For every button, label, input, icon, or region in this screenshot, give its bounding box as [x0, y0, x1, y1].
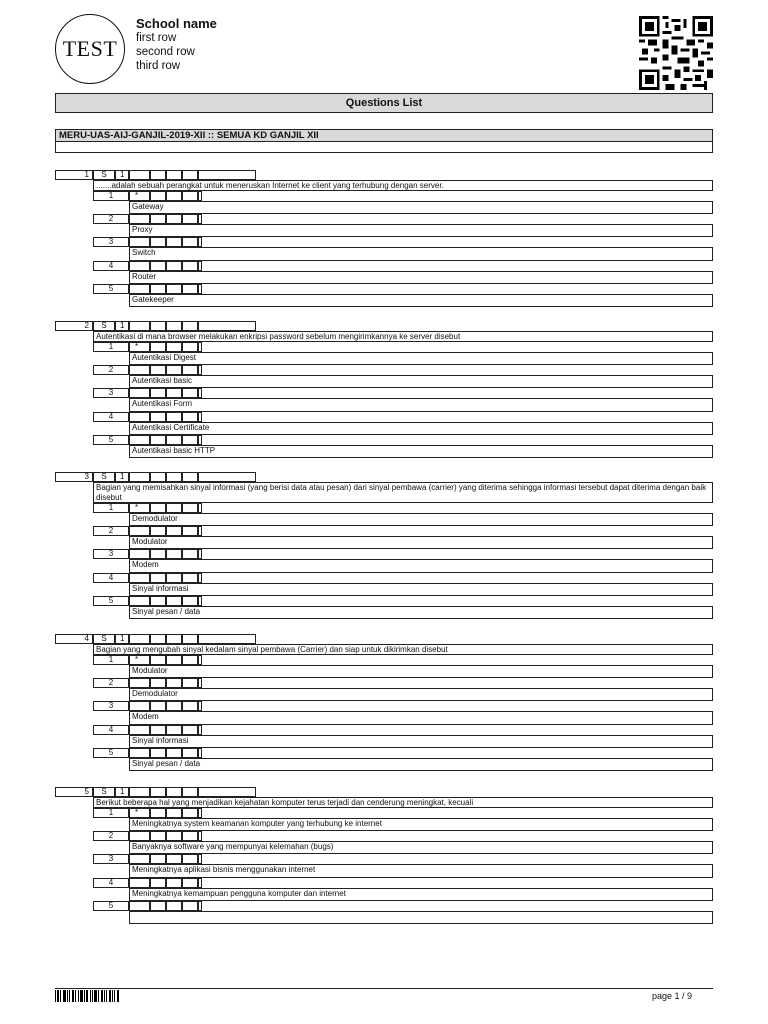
option-meta-cell	[166, 261, 182, 271]
option-meta-cell	[150, 412, 166, 422]
option-meta-cell	[182, 831, 198, 841]
qr-code-icon	[639, 16, 713, 90]
option-meta-cell	[150, 655, 166, 665]
option-text: Demodulator	[129, 688, 713, 701]
option-meta-cell	[166, 701, 182, 711]
option-meta-cell	[182, 526, 198, 536]
option-meta-cell	[150, 831, 166, 841]
question-text: Bagian yang memisahkan sinyal informasi (yang berisi data atau pesan) dari sinyal pembawa (carrier) yang diterima sehingga informasi tersebut dapat diterima dengan baik disebut	[93, 482, 713, 503]
question-meta-cell	[166, 472, 182, 482]
option-meta-cell	[198, 901, 202, 911]
option-meta-cell	[150, 725, 166, 735]
option-text: Autentikasi Digest	[129, 352, 713, 365]
option-answer-mark	[129, 901, 150, 911]
option-meta-cell	[198, 701, 202, 711]
option-answer-mark	[129, 701, 150, 711]
question-weight: 1	[115, 634, 129, 644]
option-answer-mark	[129, 412, 150, 422]
option-meta-cell	[166, 901, 182, 911]
option-text: Proxy	[129, 224, 713, 237]
option-number: 3	[93, 388, 129, 398]
option-number: 2	[93, 678, 129, 688]
question-meta-cell	[198, 787, 256, 797]
option-meta-cell	[182, 191, 198, 201]
option-meta-cell	[198, 342, 202, 352]
question-type: S	[93, 787, 115, 797]
option-meta-cell	[182, 878, 198, 888]
question-type: S	[93, 321, 115, 331]
option-meta-cell	[182, 214, 198, 224]
option-meta-cell	[182, 388, 198, 398]
option-meta-cell	[166, 878, 182, 888]
option-meta-cell	[166, 831, 182, 841]
option-answer-mark: *	[129, 655, 150, 665]
option-text: Router	[129, 271, 713, 284]
option-meta-cell	[182, 412, 198, 422]
option-meta-cell	[198, 878, 202, 888]
option-meta-cell	[198, 503, 202, 513]
option-meta-cell	[182, 435, 198, 445]
question-meta-cell	[129, 321, 150, 331]
option-meta-cell	[166, 342, 182, 352]
option-meta-cell	[166, 284, 182, 294]
option-text: Meningkatnya aplikasi bisnis menggunakan internet	[129, 864, 713, 877]
question-text: .......adalah sebuah perangkat untuk meneruskan Internet ke client yang terhubung dengan server.	[93, 180, 713, 191]
question-number: 4	[55, 634, 93, 644]
question-text: Autentikasi di mana browser melakukan enkripsi password sebelum mengirimkannya ke server disebut	[93, 331, 713, 342]
exam-code: MERU-UAS-AIJ-GANJIL-2019-XII :: SEMUA KD GANJIL XII	[55, 129, 713, 142]
logo-text: TEST	[62, 36, 118, 61]
option-meta-cell	[198, 435, 202, 445]
option-meta-cell	[166, 214, 182, 224]
option-meta-cell	[150, 901, 166, 911]
option-meta-cell	[150, 365, 166, 375]
option-number: 5	[93, 284, 129, 294]
option-meta-cell	[182, 901, 198, 911]
option-text: Autentikasi basic	[129, 375, 713, 388]
option-number: 1	[93, 191, 129, 201]
option-meta-cell	[198, 261, 202, 271]
option-meta-cell	[150, 191, 166, 201]
option-number: 3	[93, 549, 129, 559]
option-meta-cell	[166, 808, 182, 818]
option-meta-cell	[150, 261, 166, 271]
option-answer-mark	[129, 596, 150, 606]
question-meta-cell	[150, 321, 166, 331]
school-row-3: third row	[136, 60, 181, 72]
option-meta-cell	[150, 549, 166, 559]
option-meta-cell	[150, 237, 166, 247]
question-number: 5	[55, 787, 93, 797]
option-answer-mark	[129, 854, 150, 864]
option-text: Banyaknya software yang mempunyai kelemahan (bugs)	[129, 841, 713, 854]
option-meta-cell	[150, 388, 166, 398]
option-answer-mark: *	[129, 808, 150, 818]
option-meta-cell	[198, 237, 202, 247]
option-number: 4	[93, 725, 129, 735]
option-meta-cell	[182, 678, 198, 688]
option-meta-cell	[150, 596, 166, 606]
question-meta-cell	[182, 787, 198, 797]
option-answer-mark	[129, 237, 150, 247]
option-meta-cell	[150, 878, 166, 888]
barcode-icon	[55, 990, 119, 1002]
option-meta-cell	[166, 678, 182, 688]
option-answer-mark	[129, 435, 150, 445]
question-meta-cell	[182, 472, 198, 482]
option-number: 4	[93, 573, 129, 583]
option-meta-cell	[166, 191, 182, 201]
option-meta-cell	[166, 365, 182, 375]
option-number: 1	[93, 655, 129, 665]
option-meta-cell	[150, 526, 166, 536]
option-answer-mark: *	[129, 342, 150, 352]
option-number: 4	[93, 261, 129, 271]
option-meta-cell	[198, 412, 202, 422]
option-text: Modulator	[129, 536, 713, 549]
question-type: S	[93, 472, 115, 482]
option-answer-mark	[129, 678, 150, 688]
option-number: 3	[93, 854, 129, 864]
option-answer-mark	[129, 365, 150, 375]
question-meta-cell	[150, 787, 166, 797]
option-meta-cell	[198, 596, 202, 606]
question-weight: 1	[115, 321, 129, 331]
document-title: Questions List	[55, 93, 713, 113]
option-number: 3	[93, 237, 129, 247]
option-meta-cell	[166, 549, 182, 559]
question-meta-cell	[198, 321, 256, 331]
option-text: Sinyal informasi	[129, 583, 713, 596]
option-meta-cell	[182, 365, 198, 375]
school-row-2: second row	[136, 46, 195, 58]
option-meta-cell	[150, 342, 166, 352]
option-number: 1	[93, 503, 129, 513]
option-number: 5	[93, 901, 129, 911]
question-meta-cell	[129, 170, 150, 180]
option-meta-cell	[150, 854, 166, 864]
option-meta-cell	[166, 526, 182, 536]
question-number: 2	[55, 321, 93, 331]
option-meta-cell	[198, 725, 202, 735]
option-meta-cell	[150, 503, 166, 513]
question-type: S	[93, 170, 115, 180]
question-meta-cell	[150, 634, 166, 644]
school-name: School name	[136, 16, 217, 31]
question-meta-cell	[198, 634, 256, 644]
option-text: Modulator	[129, 665, 713, 678]
option-meta-cell	[150, 214, 166, 224]
option-text: Sinyal pesan / data	[129, 606, 713, 619]
question-weight: 1	[115, 472, 129, 482]
option-meta-cell	[198, 655, 202, 665]
option-meta-cell	[166, 854, 182, 864]
option-answer-mark: *	[129, 191, 150, 201]
option-answer-mark	[129, 549, 150, 559]
option-meta-cell	[182, 655, 198, 665]
option-number: 2	[93, 214, 129, 224]
option-meta-cell	[182, 237, 198, 247]
question-meta-cell	[129, 787, 150, 797]
option-meta-cell	[166, 725, 182, 735]
option-meta-cell	[150, 435, 166, 445]
exam-subheader-row	[55, 142, 713, 153]
question-number: 3	[55, 472, 93, 482]
question-number: 1	[55, 170, 93, 180]
option-meta-cell	[182, 808, 198, 818]
option-meta-cell	[182, 854, 198, 864]
option-answer-mark	[129, 831, 150, 841]
option-meta-cell	[198, 678, 202, 688]
option-meta-cell	[166, 573, 182, 583]
option-meta-cell	[166, 748, 182, 758]
option-meta-cell	[166, 435, 182, 445]
option-meta-cell	[198, 549, 202, 559]
option-answer-mark	[129, 573, 150, 583]
option-text: Demodulator	[129, 513, 713, 526]
option-meta-cell	[150, 748, 166, 758]
option-answer-mark	[129, 388, 150, 398]
option-meta-cell	[150, 678, 166, 688]
option-meta-cell	[182, 596, 198, 606]
option-answer-mark	[129, 725, 150, 735]
option-meta-cell	[166, 503, 182, 513]
question-weight: 1	[115, 787, 129, 797]
option-text: Autentikasi basic HTTP	[129, 445, 713, 458]
option-meta-cell	[150, 808, 166, 818]
option-meta-cell	[166, 237, 182, 247]
option-meta-cell	[182, 284, 198, 294]
page-number: page 1 / 9	[652, 991, 693, 1001]
question-meta-cell	[182, 321, 198, 331]
option-answer-mark	[129, 214, 150, 224]
document-header	[0, 0, 768, 92]
option-meta-cell	[166, 388, 182, 398]
question-text: Berikut beberapa hal yang menjadikan kejahatan komputer terus terjadi dan cenderung meningkat, kecuali	[93, 797, 713, 808]
question-meta-cell	[150, 170, 166, 180]
option-meta-cell	[182, 549, 198, 559]
option-text	[129, 911, 713, 924]
question-weight: 1	[115, 170, 129, 180]
option-number: 2	[93, 365, 129, 375]
option-meta-cell	[182, 503, 198, 513]
option-text: Autentikasi Form	[129, 398, 713, 411]
question-meta-cell	[129, 634, 150, 644]
school-logo	[55, 14, 125, 84]
option-meta-cell	[182, 725, 198, 735]
option-meta-cell	[150, 701, 166, 711]
option-meta-cell	[198, 573, 202, 583]
question-meta-cell	[166, 321, 182, 331]
option-meta-cell	[198, 284, 202, 294]
question-meta-cell	[166, 787, 182, 797]
question-meta-cell	[198, 472, 256, 482]
question-text: Bagian yang mengubah sinyal kedalam sinyal pembawa (Carrier) dan siap untuk dikirimkan disebut	[93, 644, 713, 655]
option-meta-cell	[198, 831, 202, 841]
question-type: S	[93, 634, 115, 644]
option-text: Gateway	[129, 201, 713, 214]
option-meta-cell	[182, 701, 198, 711]
option-meta-cell	[166, 412, 182, 422]
option-answer-mark	[129, 526, 150, 536]
option-number: 2	[93, 526, 129, 536]
option-number: 4	[93, 878, 129, 888]
option-number: 5	[93, 435, 129, 445]
question-meta-cell	[129, 472, 150, 482]
school-row-1: first row	[136, 32, 177, 44]
option-number: 5	[93, 596, 129, 606]
option-text: Gatekeeper	[129, 294, 713, 307]
question-meta-cell	[166, 634, 182, 644]
option-meta-cell	[198, 214, 202, 224]
question-meta-cell	[182, 634, 198, 644]
option-meta-cell	[150, 573, 166, 583]
option-meta-cell	[198, 365, 202, 375]
option-meta-cell	[198, 191, 202, 201]
option-meta-cell	[182, 573, 198, 583]
option-meta-cell	[182, 342, 198, 352]
option-number: 5	[93, 748, 129, 758]
option-meta-cell	[150, 284, 166, 294]
option-text: Switch	[129, 247, 713, 260]
option-meta-cell	[198, 748, 202, 758]
question-meta-cell	[182, 170, 198, 180]
option-number: 2	[93, 831, 129, 841]
option-meta-cell	[198, 388, 202, 398]
option-text: Modem	[129, 711, 713, 724]
option-answer-mark	[129, 261, 150, 271]
option-answer-mark	[129, 284, 150, 294]
option-meta-cell	[166, 596, 182, 606]
option-text: Modem	[129, 559, 713, 572]
option-answer-mark: *	[129, 503, 150, 513]
footer-divider	[55, 988, 713, 989]
option-text: Meningkatnya kemampuan pengguna komputer dan internet	[129, 888, 713, 901]
option-meta-cell	[198, 808, 202, 818]
question-meta-cell	[198, 170, 256, 180]
option-text: Autentikasi Certificate	[129, 422, 713, 435]
option-text: Sinyal pesan / data	[129, 758, 713, 771]
option-text: Meningkatnya system keamanan komputer yang terhubung ke internet	[129, 818, 713, 831]
option-number: 1	[93, 342, 129, 352]
option-answer-mark	[129, 748, 150, 758]
option-meta-cell	[182, 748, 198, 758]
option-number: 4	[93, 412, 129, 422]
option-meta-cell	[198, 526, 202, 536]
option-number: 3	[93, 701, 129, 711]
option-meta-cell	[166, 655, 182, 665]
question-meta-cell	[166, 170, 182, 180]
option-text: Sinyal informasi	[129, 735, 713, 748]
option-meta-cell	[198, 854, 202, 864]
question-meta-cell	[150, 472, 166, 482]
option-meta-cell	[182, 261, 198, 271]
option-number: 1	[93, 808, 129, 818]
option-answer-mark	[129, 878, 150, 888]
